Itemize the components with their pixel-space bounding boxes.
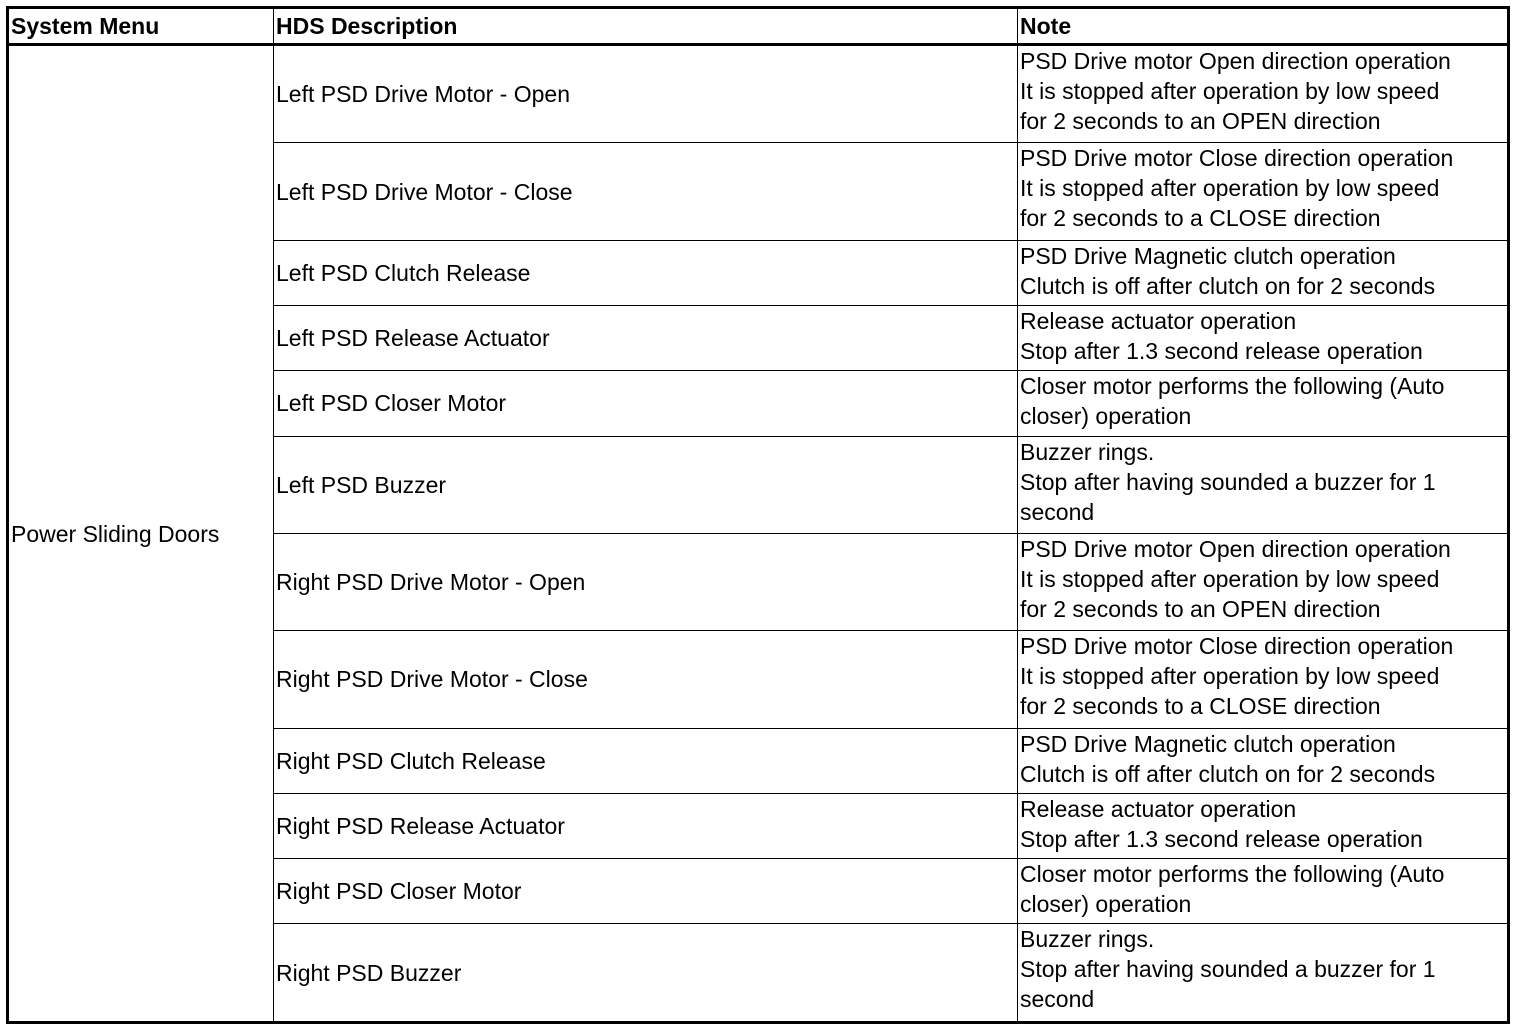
hds-description-cell: Left PSD Buzzer [274,436,1018,533]
hds-description-cell: Right PSD Clutch Release [274,728,1018,793]
header-hds-description: HDS Description [274,8,1018,45]
note-cell [1018,533,1509,630]
note-line: Clutch is off after clutch on for 2 seconds [1020,272,1436,299]
system-menu-cell: Power Sliding Doors [8,45,274,1023]
note-cell [1018,240,1509,305]
note-line: PSD Drive motor Close direction operation [1020,145,1454,172]
note-line: Clutch is off after clutch on for 2 seconds [1020,760,1436,787]
note-line: It is stopped after operation by low speed [1020,78,1440,104]
note-line: for 2 seconds to a CLOSE direction [1020,693,1381,720]
hds-description-cell: Left PSD Drive Motor - Close [274,143,1018,240]
hds-description-cell: Left PSD Closer Motor [274,371,1018,436]
header-system-menu: System Menu [8,8,274,45]
note-line: second [1020,498,1095,525]
note-cell [1018,436,1509,533]
note-line: It is stopped after operation by low speed [1020,565,1440,592]
note-line: second [1020,986,1095,1013]
hds-table [6,6,1510,1024]
note-line: Closer motor performs the following (Auto [1020,373,1445,400]
note-line: for 2 seconds to an OPEN direction [1020,595,1381,622]
note-line: PSD Drive motor Open direction operation [1020,535,1451,562]
note-line: It is stopped after operation by low speed [1020,663,1440,690]
note-line: closer) operation [1020,891,1192,918]
note-cell [1018,631,1509,728]
note-cell [1018,793,1509,858]
hds-description-cell: Left PSD Drive Motor - Open [274,45,1018,143]
note-line: Stop after 1.3 second release operation [1020,338,1423,365]
hds-description-cell: Right PSD Closer Motor [274,859,1018,924]
hds-description-cell: Left PSD Clutch Release [274,240,1018,305]
header-row [8,8,1509,45]
note-line: PSD Drive Magnetic clutch operation [1020,242,1396,269]
table-row [8,45,1509,143]
hds-description-cell: Right PSD Drive Motor - Open [274,533,1018,630]
note-cell [1018,859,1509,924]
note-line: Stop after having sounded a buzzer for 1 [1020,468,1436,495]
hds-description-cell: Left PSD Release Actuator [274,306,1018,371]
note-cell [1018,924,1509,1023]
note-cell [1018,306,1509,371]
hds-description-cell: Right PSD Buzzer [274,924,1018,1023]
header-note: Note [1018,8,1509,45]
note-line: Buzzer rings. [1020,926,1155,953]
note-line: It is stopped after operation by low speed [1020,175,1440,202]
note-line: for 2 seconds to an OPEN direction [1020,108,1381,134]
hds-description-cell: Right PSD Drive Motor - Close [274,631,1018,728]
note-line: Stop after having sounded a buzzer for 1 [1020,956,1436,983]
note-line: Stop after 1.3 second release operation [1020,825,1423,852]
table-header [8,8,1509,45]
note-line: closer) operation [1020,403,1192,430]
note-cell [1018,143,1509,240]
hds-description-cell: Right PSD Release Actuator [274,793,1018,858]
note-cell [1018,371,1509,436]
note-cell [1018,728,1509,793]
note-line: Release actuator operation [1020,308,1297,335]
note-line: Release actuator operation [1020,795,1297,822]
note-line: Buzzer rings. [1020,438,1155,465]
note-line: PSD Drive Magnetic clutch operation [1020,730,1396,757]
note-line: PSD Drive motor Open direction operation [1020,48,1451,74]
table-body [8,45,1509,1023]
note-line: for 2 seconds to a CLOSE direction [1020,205,1381,232]
note-line: PSD Drive motor Close direction operation [1020,633,1454,660]
note-cell [1018,45,1509,143]
note-line: Closer motor performs the following (Auto [1020,861,1445,888]
